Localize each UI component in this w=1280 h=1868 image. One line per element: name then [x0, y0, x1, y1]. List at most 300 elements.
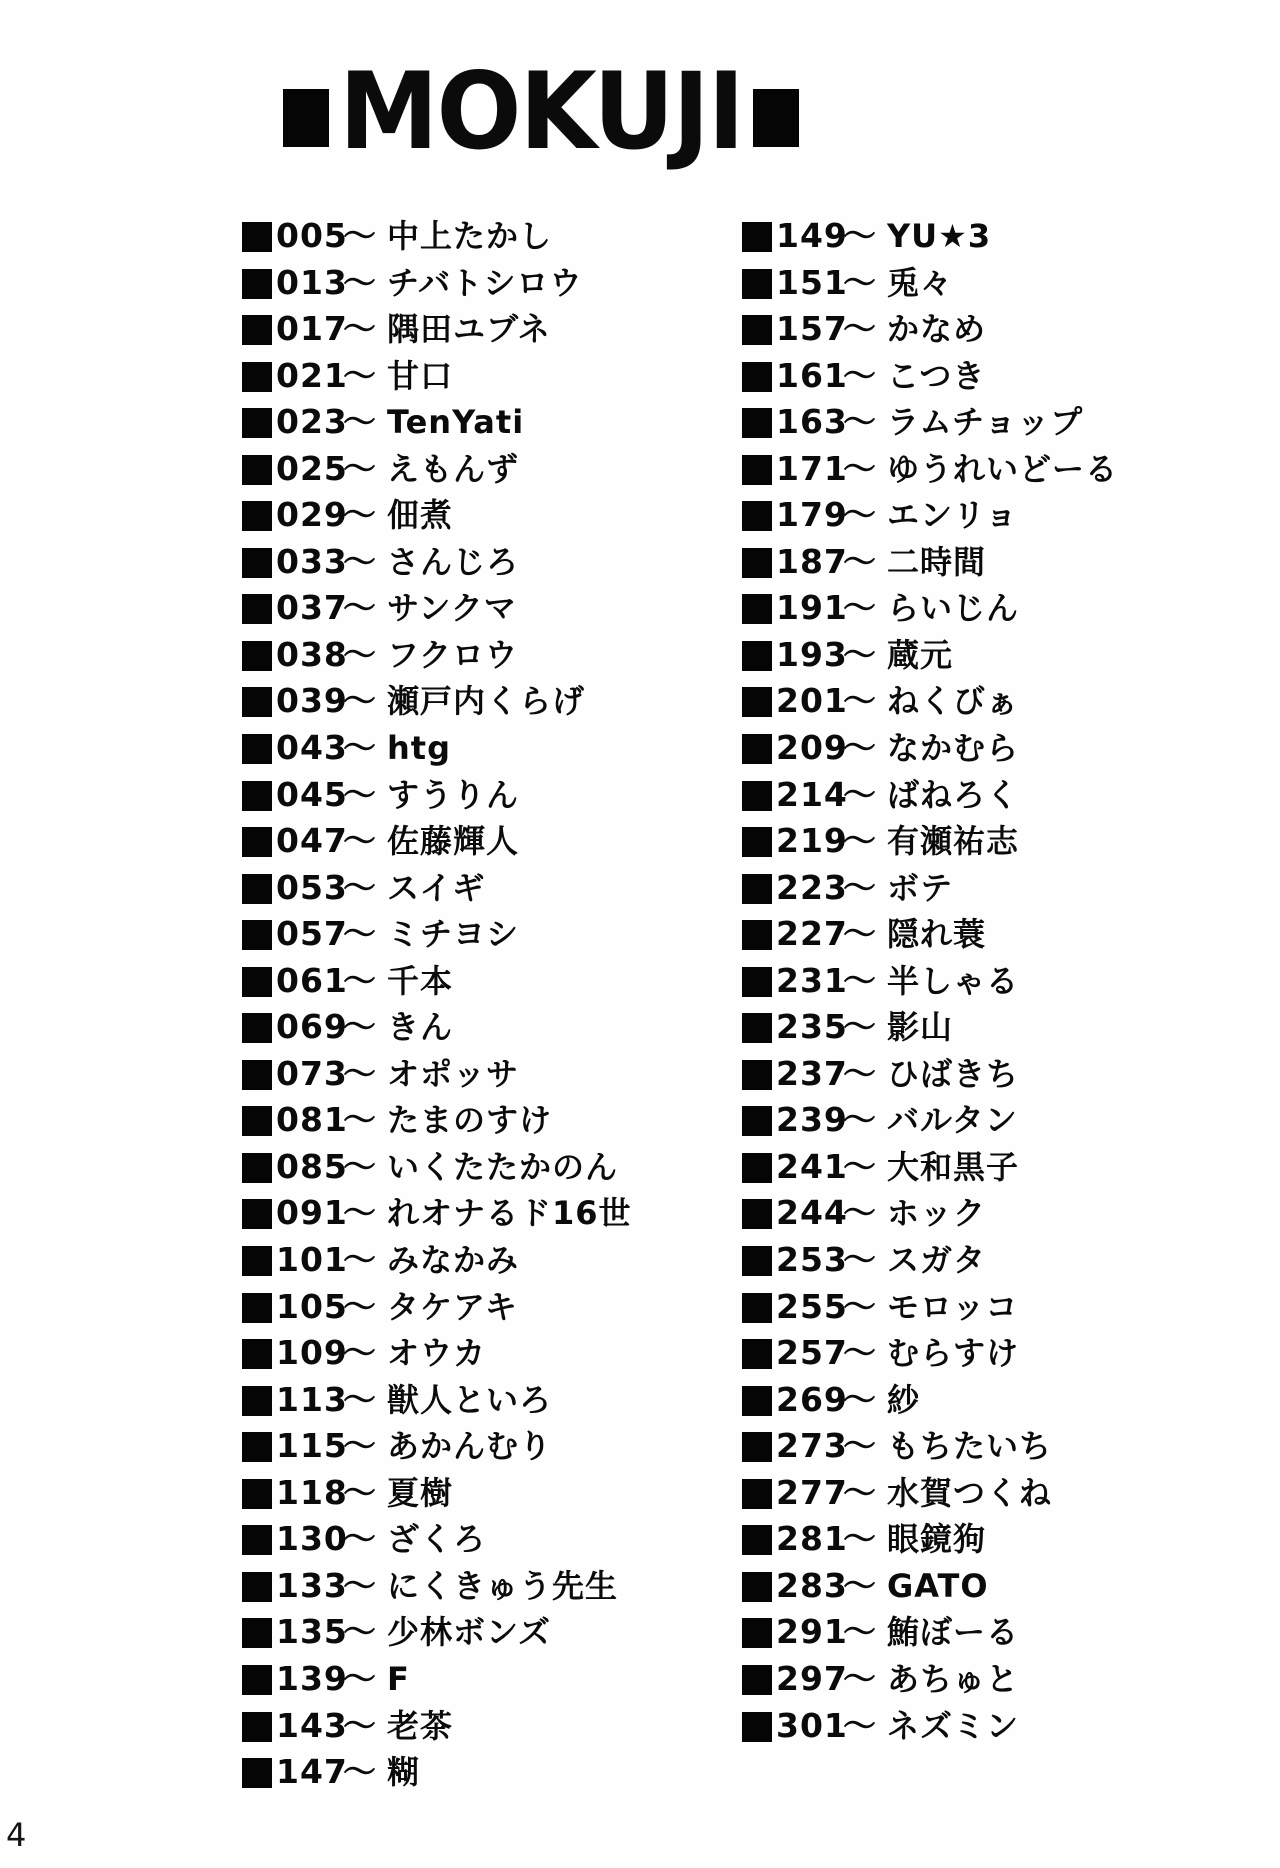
- tilde-separator: ～: [843, 728, 876, 768]
- toc-entry-row: [242, 1377, 742, 1424]
- tilde-separator: ～: [843, 1007, 876, 1047]
- toc-entry-row: [242, 399, 742, 446]
- toc-entry-row: [242, 1470, 742, 1517]
- toc-entry-row: [242, 678, 742, 725]
- tilde-separator: ～: [343, 1705, 376, 1745]
- tilde-separator: ～: [343, 1426, 376, 1466]
- entry-page-number: 038: [276, 634, 348, 674]
- square-bullet-icon: [742, 874, 772, 904]
- entry-page-number: 069: [276, 1007, 348, 1047]
- square-bullet-icon: [742, 315, 772, 345]
- entry-artist-name: きん: [387, 1008, 454, 1047]
- square-bullet-icon: [242, 1758, 272, 1788]
- tilde-separator: ～: [343, 1007, 376, 1047]
- square-bullet-icon: [742, 1293, 772, 1323]
- square-bullet-icon: [242, 455, 272, 485]
- entry-artist-name: 影山: [887, 1008, 954, 1047]
- toc-entry-row: [742, 260, 1242, 307]
- toc-entry-row: [742, 306, 1242, 353]
- entry-artist-name: かなめ: [887, 310, 987, 349]
- entry-page-number: 037: [276, 588, 348, 628]
- square-bullet-icon: [742, 781, 772, 811]
- square-bullet-icon: [742, 1432, 772, 1462]
- tilde-separator: ～: [343, 1472, 376, 1512]
- square-bullet-icon: [242, 408, 272, 438]
- entry-artist-name: 老茶: [387, 1706, 454, 1745]
- entry-page-number: 039: [276, 681, 348, 721]
- square-bullet-icon: [742, 827, 772, 857]
- toc-right-column: [742, 213, 1242, 1749]
- entry-page-number: 179: [776, 495, 848, 535]
- tilde-separator: ～: [343, 1565, 376, 1605]
- tilde-separator: ～: [343, 774, 376, 814]
- entry-artist-name: 隅田ユブネ: [387, 310, 551, 349]
- entry-page-number: 057: [276, 914, 348, 954]
- entry-page-number: 025: [276, 448, 348, 488]
- entry-artist-name: ボテ: [887, 868, 954, 907]
- entry-artist-name: サンクマ: [387, 589, 517, 628]
- square-bullet-icon: [242, 1153, 272, 1183]
- square-bullet-icon: [742, 1013, 772, 1043]
- entry-page-number: 161: [776, 355, 848, 395]
- square-bullet-icon: [742, 1665, 772, 1695]
- entry-artist-name: GATO: [887, 1566, 989, 1605]
- entry-artist-name: ネズミン: [887, 1706, 1020, 1745]
- toc-entry-row: [242, 585, 742, 632]
- entry-page-number: 109: [276, 1333, 348, 1373]
- square-bullet-icon: [242, 594, 272, 624]
- entry-page-number: 239: [776, 1100, 848, 1140]
- entry-artist-name: いくたたかのん: [387, 1147, 619, 1186]
- tilde-separator: ～: [843, 588, 876, 628]
- entry-page-number: 297: [776, 1658, 848, 1698]
- square-bullet-icon: [742, 1199, 772, 1229]
- entry-artist-name: たまのすけ: [387, 1101, 553, 1140]
- square-bullet-icon: [742, 1153, 772, 1183]
- entry-page-number: 135: [276, 1612, 348, 1652]
- toc-entry-row: [742, 539, 1242, 586]
- entry-page-number: 045: [276, 774, 348, 814]
- toc-entry-row: [242, 1749, 742, 1796]
- toc-entry-row: [742, 399, 1242, 446]
- entry-artist-name: ねくびぁ: [887, 682, 1020, 721]
- square-bullet-icon: [242, 1665, 272, 1695]
- entry-artist-name: 蔵元: [887, 635, 954, 674]
- entry-page-number: 257: [776, 1333, 848, 1373]
- entry-artist-name: スイギ: [387, 868, 486, 907]
- entry-artist-name: フクロウ: [387, 635, 519, 674]
- entry-page-number: 291: [776, 1612, 848, 1652]
- square-bullet-icon: [742, 548, 772, 578]
- tilde-separator: ～: [843, 1146, 876, 1186]
- tilde-separator: ～: [343, 728, 376, 768]
- square-bullet-icon: [242, 827, 272, 857]
- square-bullet-icon: [742, 641, 772, 671]
- entry-artist-name: らいじん: [887, 589, 1020, 628]
- square-bullet-icon: [742, 408, 772, 438]
- square-bullet-icon: [742, 1106, 772, 1136]
- entry-page-number: 061: [276, 960, 348, 1000]
- toc-entry-row: [242, 1609, 742, 1656]
- square-bullet-icon: [242, 1293, 272, 1323]
- entry-artist-name: YU★3: [887, 217, 992, 255]
- tilde-separator: ～: [343, 1100, 376, 1140]
- toc-entry-row: [242, 725, 742, 772]
- entry-artist-name: オウカ: [387, 1334, 487, 1373]
- entry-page-number: 219: [776, 821, 848, 861]
- page-number: 4: [6, 1816, 27, 1854]
- tilde-separator: ～: [343, 914, 376, 954]
- entry-artist-name: こつき: [887, 356, 986, 395]
- entry-page-number: 043: [276, 728, 348, 768]
- entry-artist-name: 夏樹: [387, 1473, 454, 1512]
- toc-entry-row: [742, 1563, 1242, 1610]
- entry-page-number: 273: [776, 1426, 848, 1466]
- entry-page-number: 005: [276, 216, 348, 255]
- entry-artist-name: 甘口: [387, 356, 454, 395]
- entry-page-number: 029: [276, 495, 348, 535]
- entry-artist-name: もちたいち: [887, 1427, 1053, 1466]
- toc-entry-row: [742, 1330, 1242, 1377]
- square-bullet-icon: [742, 1339, 772, 1369]
- tilde-separator: ～: [343, 495, 376, 535]
- square-bullet-icon: [242, 1432, 272, 1462]
- entry-artist-name: 隠れ蓑: [887, 915, 987, 954]
- tilde-separator: ～: [843, 634, 876, 674]
- entry-page-number: 227: [776, 914, 848, 954]
- entry-page-number: 101: [276, 1240, 348, 1280]
- square-bullet-icon: [242, 641, 272, 671]
- tilde-separator: ～: [843, 448, 876, 488]
- entry-artist-name: 水賀つくね: [887, 1473, 1053, 1512]
- entry-page-number: 017: [276, 309, 348, 349]
- entry-page-number: 235: [776, 1007, 848, 1047]
- tilde-separator: ～: [343, 1752, 376, 1792]
- toc-entry-row: [742, 1656, 1242, 1703]
- entry-page-number: 113: [276, 1379, 348, 1419]
- tilde-separator: ～: [343, 262, 376, 302]
- toc-entry-row: [742, 772, 1242, 819]
- toc-entry-row: [742, 1377, 1242, 1424]
- entry-page-number: 033: [276, 541, 348, 581]
- tilde-separator: ～: [343, 1519, 376, 1559]
- toc-entry-row: [242, 1190, 742, 1237]
- toc-entry-row: [242, 772, 742, 819]
- square-bullet-icon: [742, 594, 772, 624]
- tilde-separator: ～: [843, 1240, 876, 1280]
- square-bullet-icon: [242, 315, 272, 345]
- square-bullet-icon: [242, 781, 272, 811]
- tilde-separator: ～: [843, 402, 876, 442]
- entry-page-number: 191: [776, 588, 848, 628]
- entry-artist-name: 佃煮: [387, 496, 454, 535]
- tilde-separator: ～: [843, 1333, 876, 1373]
- square-bullet-icon: [242, 1060, 272, 1090]
- square-bullet-icon: [242, 1199, 272, 1229]
- tilde-separator: ～: [843, 914, 876, 954]
- toc-entry-row: [742, 492, 1242, 539]
- entry-page-number: 244: [776, 1193, 848, 1233]
- tilde-separator: ～: [343, 1658, 376, 1698]
- toc-entry-row: [742, 1516, 1242, 1563]
- entry-artist-name: オポッサ: [387, 1054, 520, 1093]
- entry-page-number: 237: [776, 1053, 848, 1093]
- entry-page-number: 157: [776, 309, 848, 349]
- square-bullet-icon: [742, 1618, 772, 1648]
- entry-page-number: 187: [776, 541, 848, 581]
- square-bullet-icon: [742, 1712, 772, 1742]
- square-bullet-icon: [742, 920, 772, 950]
- entry-page-number: 073: [276, 1053, 348, 1093]
- entry-page-number: 047: [276, 821, 348, 861]
- entry-artist-name: 少林ボンズ: [387, 1613, 552, 1652]
- tilde-separator: ～: [343, 681, 376, 721]
- toc-entry-row: [742, 353, 1242, 400]
- square-bullet-icon: [242, 269, 272, 299]
- tilde-separator: ～: [343, 821, 376, 861]
- tilde-separator: ～: [343, 355, 376, 395]
- tilde-separator: ～: [843, 1612, 876, 1652]
- tilde-separator: ～: [843, 1472, 876, 1512]
- square-bullet-icon: [242, 501, 272, 531]
- square-bullet-icon: [742, 967, 772, 997]
- toc-entry-row: [242, 1004, 742, 1051]
- toc-entry-row: [742, 585, 1242, 632]
- toc-left-column: [242, 213, 742, 1796]
- square-bullet-icon: [742, 455, 772, 485]
- entry-page-number: 085: [276, 1146, 348, 1186]
- square-bullet-icon: [242, 1246, 272, 1276]
- toc-entry-row: [242, 632, 742, 679]
- entry-artist-name: すうりん: [387, 775, 520, 814]
- toc-entry-row: [742, 678, 1242, 725]
- entry-artist-name: 獣人といろ: [387, 1380, 553, 1419]
- toc-entry-row: [742, 1284, 1242, 1331]
- toc-entry-row: [242, 1051, 742, 1098]
- entry-page-number: 193: [776, 634, 848, 674]
- entry-artist-name: 中上たかし: [387, 217, 553, 255]
- entry-page-number: 231: [776, 960, 848, 1000]
- tilde-separator: ～: [843, 821, 876, 861]
- entry-page-number: 021: [276, 355, 348, 395]
- square-bullet-icon: [242, 967, 272, 997]
- tilde-separator: ～: [343, 1612, 376, 1652]
- square-bullet-icon: [742, 687, 772, 717]
- entry-page-number: 023: [276, 402, 348, 442]
- tilde-separator: ～: [843, 495, 876, 535]
- entry-artist-name: F: [387, 1659, 410, 1698]
- square-bullet-icon: [242, 222, 272, 252]
- tilde-separator: ～: [343, 1193, 376, 1233]
- entry-page-number: 133: [276, 1565, 348, 1605]
- entry-artist-name: ゆうれいどーる: [887, 449, 1119, 488]
- toc-entry-row: [742, 958, 1242, 1005]
- entry-page-number: 269: [776, 1379, 848, 1419]
- square-bullet-icon: [242, 687, 272, 717]
- entry-artist-name: ホック: [887, 1194, 987, 1233]
- entry-page-number: 081: [276, 1100, 348, 1140]
- tilde-separator: ～: [343, 1333, 376, 1373]
- tilde-separator: ～: [843, 1379, 876, 1419]
- entry-page-number: 201: [776, 681, 848, 721]
- square-bullet-icon: [242, 920, 272, 950]
- tilde-separator: ～: [343, 1286, 376, 1326]
- toc-entry-row: [242, 1144, 742, 1191]
- entry-artist-name: ラムチョップ: [887, 403, 1084, 442]
- tilde-separator: ～: [843, 774, 876, 814]
- entry-page-number: 147: [276, 1752, 348, 1792]
- tilde-separator: ～: [343, 867, 376, 907]
- square-bullet-icon: [742, 1572, 772, 1602]
- tilde-separator: ～: [343, 216, 376, 255]
- toc-entry-row: [242, 539, 742, 586]
- entry-page-number: 163: [776, 402, 848, 442]
- toc-entry-row: [742, 1051, 1242, 1098]
- square-bullet-icon: [242, 548, 272, 578]
- entry-artist-name: 千本: [387, 961, 454, 1000]
- tilde-separator: ～: [843, 1053, 876, 1093]
- tilde-separator: ～: [343, 1379, 376, 1419]
- tilde-separator: ～: [343, 634, 376, 674]
- entry-page-number: 214: [776, 774, 848, 814]
- entry-artist-name: htg: [387, 729, 451, 768]
- toc-entry-row: [242, 958, 742, 1005]
- entry-page-number: 118: [276, 1472, 348, 1512]
- entry-artist-name: チバトシロウ: [387, 263, 583, 302]
- entry-page-number: 209: [776, 728, 848, 768]
- entry-artist-name: ざくろ: [387, 1520, 487, 1559]
- toc-entry-row: [242, 306, 742, 353]
- entry-artist-name: タケアキ: [387, 1287, 518, 1326]
- square-bullet-icon: [742, 222, 772, 252]
- tilde-separator: ～: [343, 541, 376, 581]
- entry-page-number: 283: [776, 1565, 848, 1605]
- entry-artist-name: みなかみ: [387, 1241, 520, 1280]
- square-bullet-icon: [242, 1712, 272, 1742]
- toc-entry-row: [742, 1237, 1242, 1284]
- toc-entry-row: [242, 1423, 742, 1470]
- tilde-separator: ～: [843, 1658, 876, 1698]
- title-text: MOKUJI: [339, 49, 743, 174]
- tilde-separator: ～: [343, 402, 376, 442]
- entry-page-number: 130: [276, 1519, 348, 1559]
- tilde-separator: ～: [343, 1053, 376, 1093]
- title-right-square-icon: [753, 89, 799, 147]
- entry-page-number: 149: [776, 216, 848, 255]
- toc-entry-row: [742, 865, 1242, 912]
- square-bullet-icon: [742, 362, 772, 392]
- entry-artist-name: 半しゃる: [887, 961, 1020, 1000]
- entry-artist-name: 兎々: [887, 263, 954, 302]
- tilde-separator: ～: [343, 1240, 376, 1280]
- entry-page-number: 143: [276, 1705, 348, 1745]
- square-bullet-icon: [242, 1339, 272, 1369]
- toc-entry-row: [742, 1004, 1242, 1051]
- entry-artist-name: あかんむり: [387, 1427, 553, 1466]
- tilde-separator: ～: [843, 1286, 876, 1326]
- entry-page-number: 053: [276, 867, 348, 907]
- toc-entry-row: [742, 818, 1242, 865]
- entry-artist-name: 鮪ぼーる: [887, 1613, 1020, 1652]
- square-bullet-icon: [242, 874, 272, 904]
- square-bullet-icon: [242, 362, 272, 392]
- square-bullet-icon: [742, 1479, 772, 1509]
- entry-page-number: 281: [776, 1519, 848, 1559]
- toc-entry-row: [742, 1423, 1242, 1470]
- square-bullet-icon: [242, 734, 272, 764]
- tilde-separator: ～: [843, 216, 876, 255]
- square-bullet-icon: [242, 1479, 272, 1509]
- toc-entry-row: [242, 1656, 742, 1703]
- entry-page-number: 255: [776, 1286, 848, 1326]
- entry-artist-name: ミチヨシ: [387, 915, 520, 954]
- toc-entry-row: [742, 1190, 1242, 1237]
- entry-artist-name: モロッコ: [887, 1287, 1019, 1326]
- tilde-separator: ～: [843, 309, 876, 349]
- square-bullet-icon: [742, 1386, 772, 1416]
- entry-artist-name: えもんず: [387, 449, 520, 488]
- entry-page-number: 151: [776, 262, 848, 302]
- entry-page-number: 277: [776, 1472, 848, 1512]
- entry-page-number: 139: [276, 1658, 348, 1698]
- tilde-separator: ～: [343, 960, 376, 1000]
- toc-entry-row: [242, 1330, 742, 1377]
- square-bullet-icon: [742, 1246, 772, 1276]
- toc-entry-row: [242, 260, 742, 307]
- tilde-separator: ～: [843, 1565, 876, 1605]
- entry-artist-name: れオナるド16世: [387, 1194, 632, 1233]
- square-bullet-icon: [742, 1525, 772, 1555]
- toc-entry-row: [242, 911, 742, 958]
- tilde-separator: ～: [843, 1193, 876, 1233]
- square-bullet-icon: [742, 501, 772, 531]
- toc-entry-row: [742, 1097, 1242, 1144]
- toc-entry-row: [242, 353, 742, 400]
- entry-page-number: 171: [776, 448, 848, 488]
- entry-artist-name: ひばきち: [887, 1054, 1020, 1093]
- toc-entry-row: [242, 492, 742, 539]
- entry-artist-name: むらすけ: [887, 1334, 1020, 1373]
- toc-entry-row: [242, 818, 742, 865]
- entry-artist-name: TenYati: [387, 403, 525, 442]
- entry-artist-name: あちゅと: [887, 1659, 1020, 1698]
- square-bullet-icon: [742, 1060, 772, 1090]
- entry-artist-name: 糊: [387, 1753, 421, 1792]
- toc-entry-row: [742, 1609, 1242, 1656]
- tilde-separator: ～: [843, 1426, 876, 1466]
- toc-entry-row: [742, 632, 1242, 679]
- page-title: [283, 49, 799, 174]
- tilde-separator: ～: [843, 1519, 876, 1559]
- title-left-square-icon: [283, 89, 329, 147]
- entry-page-number: 115: [276, 1426, 348, 1466]
- toc-entry-row: [242, 1703, 742, 1750]
- toc-entry-row: [742, 911, 1242, 958]
- toc-entry-row: [242, 213, 742, 260]
- tilde-separator: ～: [343, 1146, 376, 1186]
- toc-entry-row: [742, 1144, 1242, 1191]
- toc-entry-row: [742, 446, 1242, 493]
- toc-entry-row: [242, 1237, 742, 1284]
- entry-artist-name: にくきゅう先生: [387, 1566, 619, 1605]
- entry-artist-name: 二時間: [887, 542, 987, 581]
- square-bullet-icon: [742, 269, 772, 299]
- square-bullet-icon: [242, 1618, 272, 1648]
- entry-artist-name: スガタ: [887, 1241, 987, 1280]
- entry-artist-name: 大和黒子: [887, 1147, 1020, 1186]
- entry-page-number: 241: [776, 1146, 848, 1186]
- entry-artist-name: 紗: [887, 1380, 921, 1419]
